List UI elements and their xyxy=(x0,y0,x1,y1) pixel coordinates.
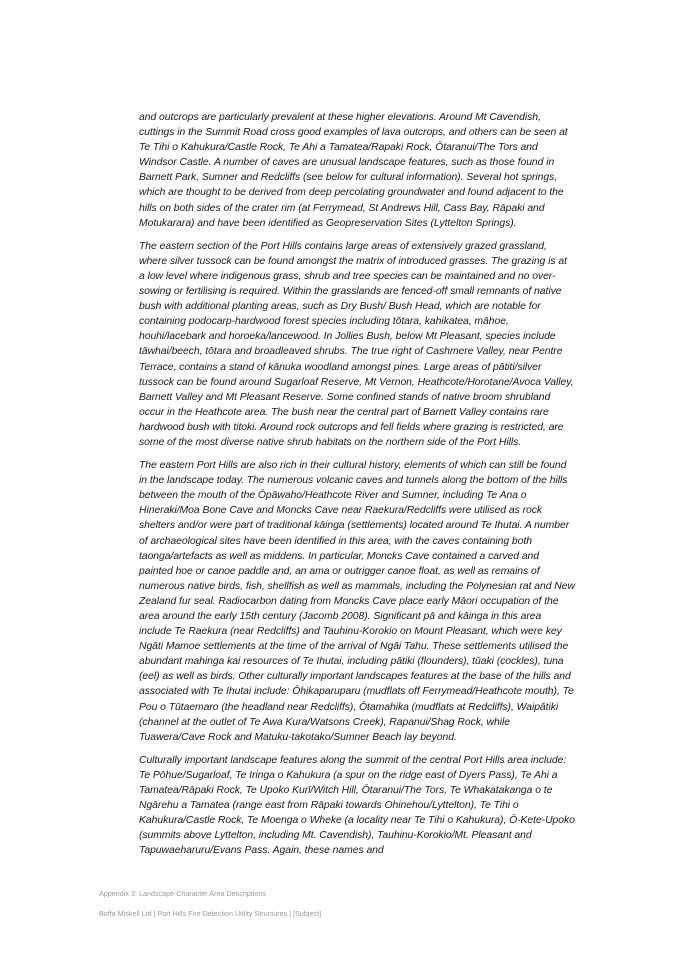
paragraph-cultural-history: The eastern Port Hills are also rich in their cultural history, elements of which can still be found in the landscape today. The numerous volcanic caves and tunnels along the bottom of the hills between the mouth of the Ōpāwaho/Heathcote River and Sumner, including Te Ana o Hineraki/Moa Bone Cave and Moncks Cave near Raekura/Redcliffs were utilised as rock shelters and/or were part of traditional kāinga (settlements) located around Te Ihutai. A number of archaeological sites have been identified in this area, with the caves containing both taonga/artefacts as well as middens. In particular, Moncks Cave contained a carved and painted hoe or canoe paddle and, an ama or outrigger canoe float, as well as remains of numerous native birds, fish, shellfish as well as mammals, including the Polynesian rat and New Zealand fur seal. Radiocarbon dating from Moncks Cave place early Māori occupation of the area around the early 15th century (Jacomb 2008). Significant pā and kāinga in this area include Te Raekura (near Redcliffs) and Tauhinu-Korokio on Mount Pleasant, which were key Ngāti Mamoe settlements at the time of the arrival of Ngāi Tahu. These settlements utilised the abundant mahinga kai resources of Te Ihutai, including pātiki (flounders), tūaki (cockles), tuna (eel) as well as birds. Other culturally important landscapes features at the base of the hills and associated with Te Ihutai include: Ōhikaparuparu (mudflats off Ferrymead/Heathcote mouth), Te Pou o Tūtaemaro (the headland near Redcliffs), Ōtamahika (mudflats at Redcliffs), Waipātiki (channel at the outlet of Te Awa Kura/Watsons Creek), Rapanui/Shag Rock, while Tuawera/Cave Rock and Matuku-takotako/Sumner Beach lay beyond. xyxy=(139,460,575,743)
paragraph-summit-features: Culturally important landscape features along the summit of the central Port Hills area include: Te Pōhue/Sugarloaf, Te Iringa o Kahukura (a spur on the ridge east of Dyers Pass), Te Ahi a Tamatea/Rāpaki Rock, Te Upoko Kurī/Witch Hill, Ōtaranui/The Tors, Te Whakatakanga o te Ngārehu a Tamatea (range east from Rāpaki towards Ohinehou/Lyttelton), Te Tihi o Kahukura/Castle Rock, Te Moenga o Wheke (a locality near Te Tihi o Kahukura), Ō-Kete-Upoko (summits above Lyttelton, including Mt. Cavendish), Tauhinu-Korokio/Mt. Pleasant and Tapuwaeharuru/Evans Pass. Again, these names and xyxy=(139,754,575,857)
page-footer xyxy=(99,888,579,920)
footer-company-line: Boffa Miskell Ltd | Port Hills Fire Detection Utility Structures | [Subject] xyxy=(99,909,322,918)
body-text xyxy=(139,110,575,867)
paragraph-geology: and outcrops are particularly prevalent at these higher elevations. Around Mt Cavendish, cuttings in the Summit Road cross good examples of lava outcrops, and others can be seen at Te Tihi o Kahukura/Castle Rock, Te Ahi a Tamatea/Rapaki Rock, Ōtaranui/The Tors and Windsor Castle. A number of caves are unusual landscape features, such as those found in Barnett Park, Sumner and Redcliffs (see below for cultural information). Several hot springs, which are thought to be derived from deep percolating groundwater and found adjacent to the hills on both sides of the crater rim (at Ferrymead, St Andrews Hill, Cass Bay, Rāpaki and Motukarara) and have been identified as Geopreservation Sites (Lyttelton Springs). xyxy=(139,112,568,229)
footer-appendix: Appendix 3: Landscape Character Area Descriptions xyxy=(99,889,267,898)
paragraph-vegetation: The eastern section of the Port Hills contains large areas of extensively grazed grassland, where silver tussock can be found amongst the matrix of introduced grasses. The grazing is at a low level where indigenous grass, shrub and tree species can be maintained and no over-sowing or fertilising is required. Within the grasslands are fenced-off small remnants of native bush with additional planting areas, such as Dry Bush/ Bush Head, which are notable for containing podocarp-hardwood forest species including tōtara, kahikatea, māhoe, houhi/lacebark and horoeka/lancewood. In Jollies Bush, below Mt Pleasant, species include tāwhai/beech, tōtara and broadleaved shrubs. The true right of Cashmere Valley, near Pentre Terrace, contains a stand of kānuka woodland amongst pines. Large areas of pātiti/silver tussock can be found around Sugarloaf Reserve, Mt Vernon, Heathcote/Horotane/Avoca Valley, Barnett Valley and Mt Pleasant Reserve. Some confined stands of native broom shrubland occur in the Heathcote area. The bush near the central part of Barnett Valley contains rare hardwood bush with titoki. Around rock outcrops and fell fields where grazing is restricted, are some of the most diverse native shrub habitats on the northern side of the Port Hills. xyxy=(139,240,574,448)
